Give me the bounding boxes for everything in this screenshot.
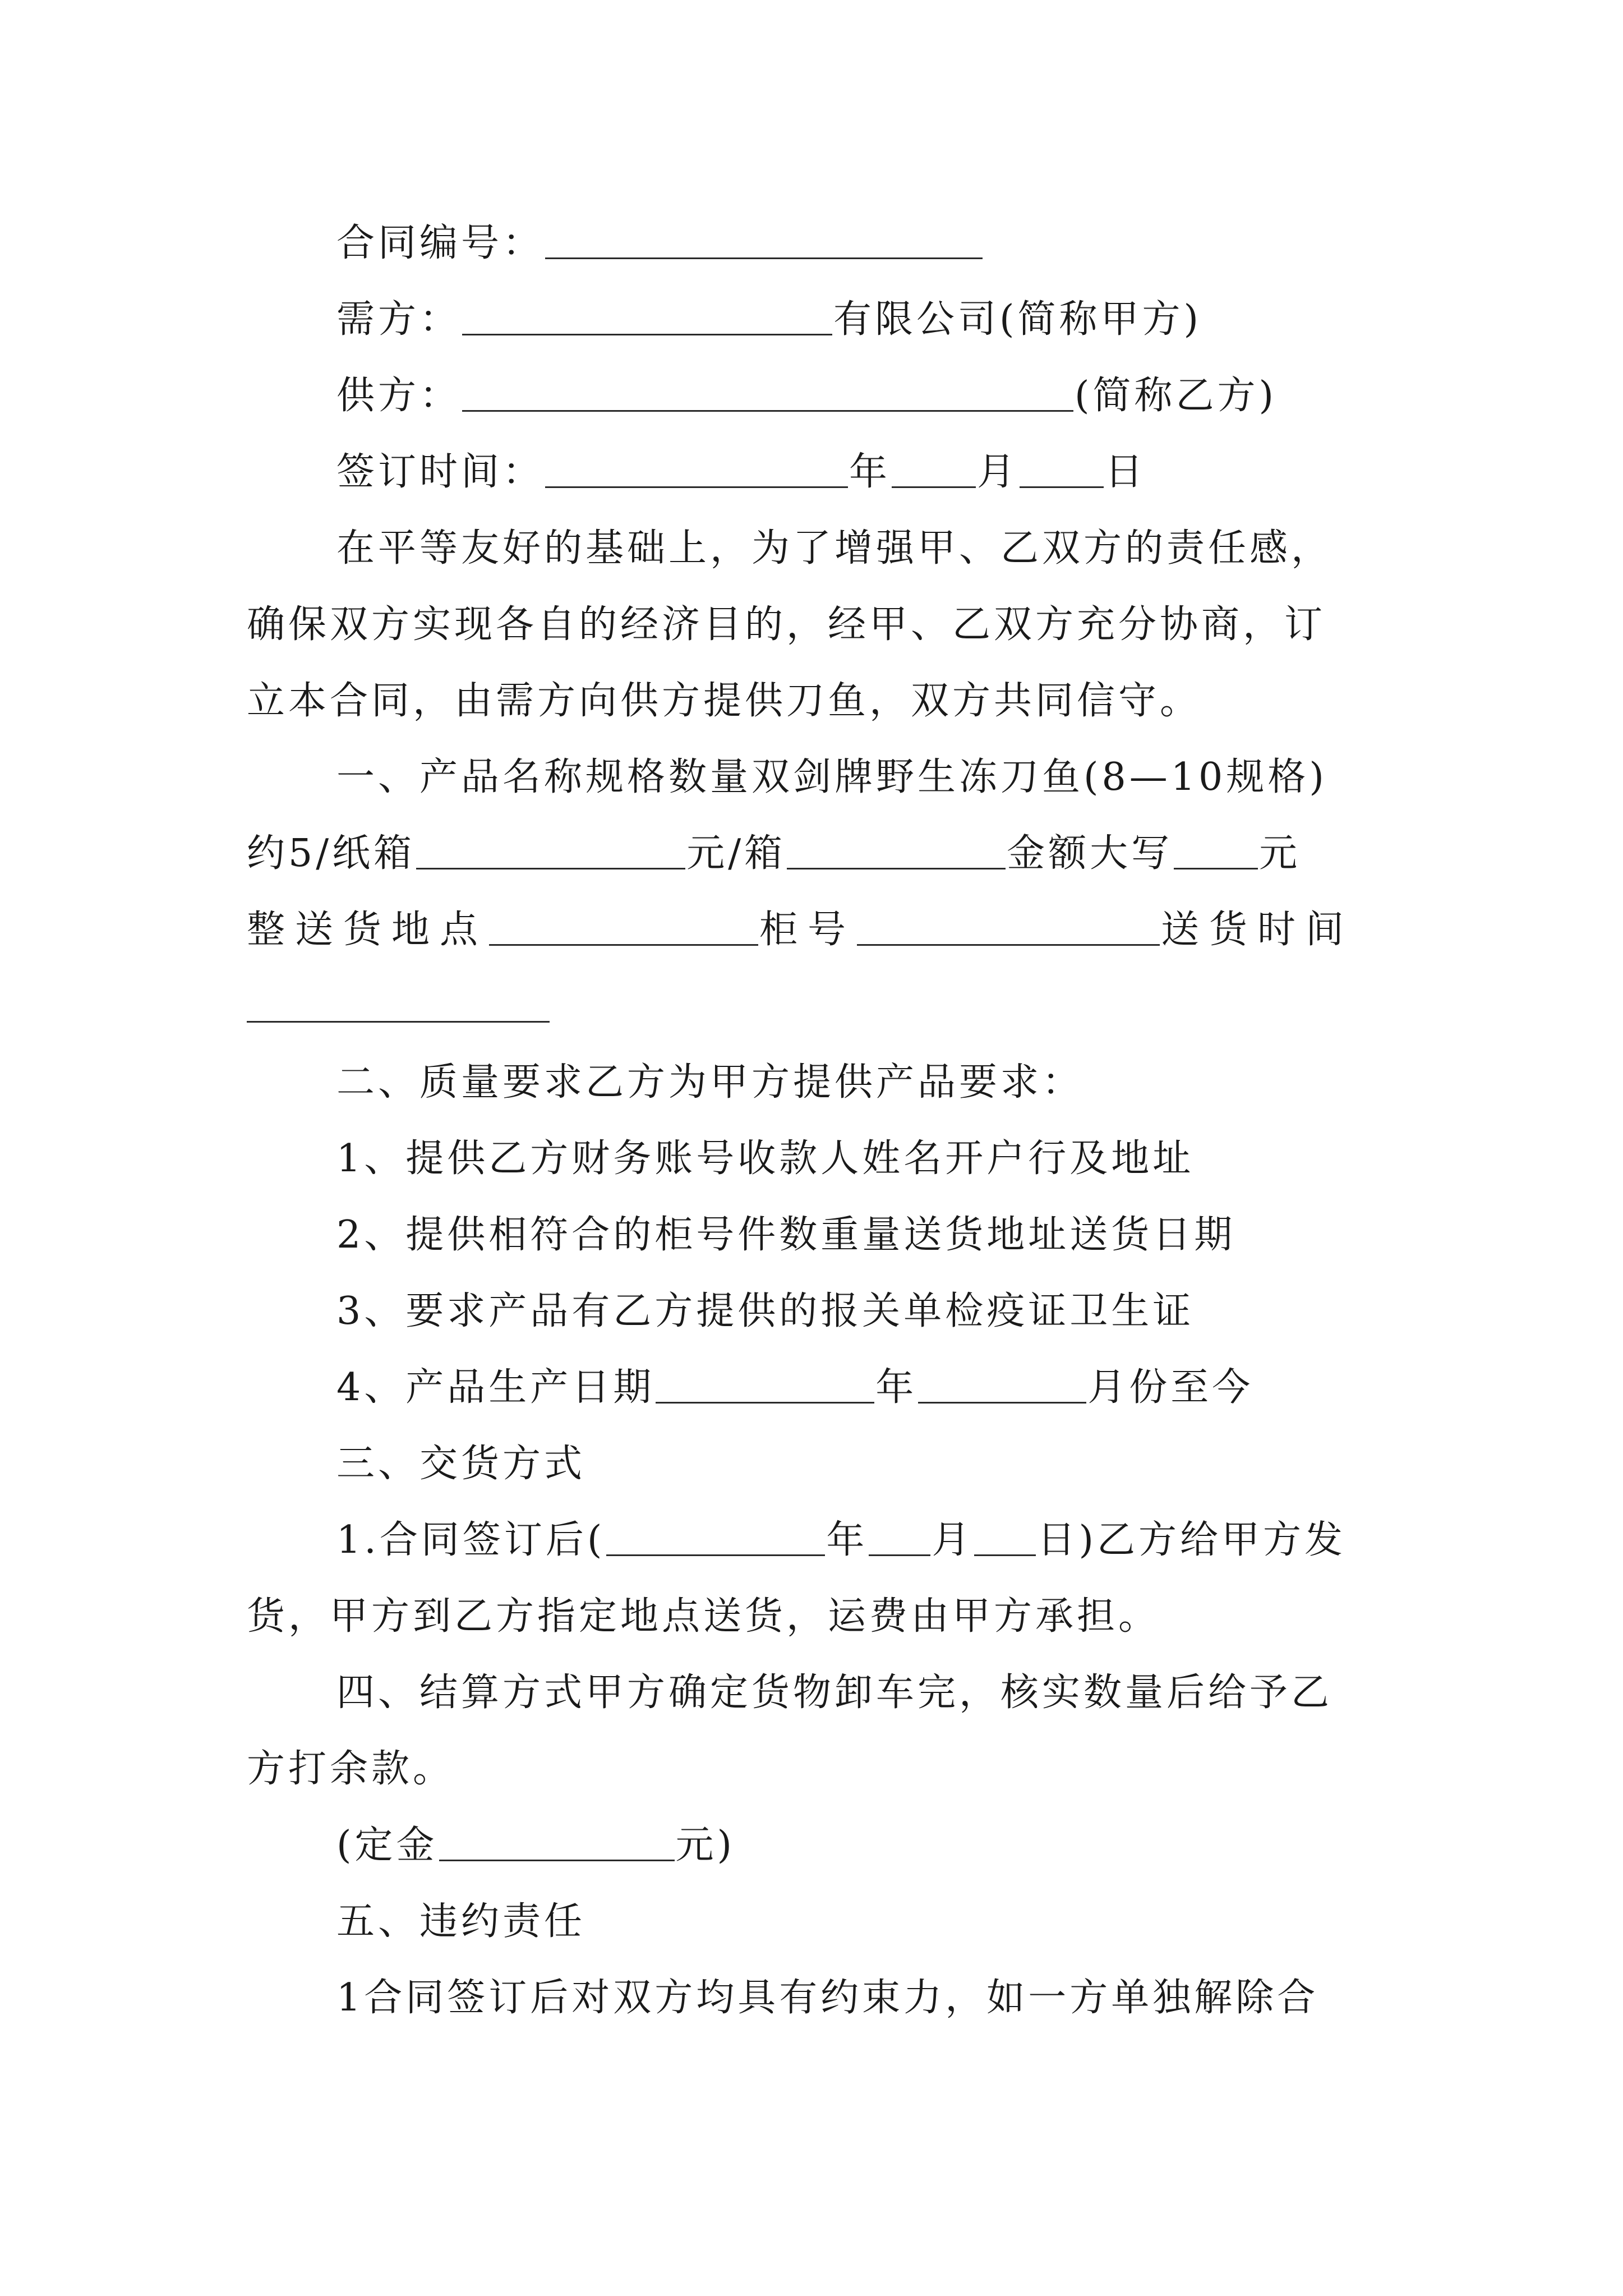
container-label: 柜号 <box>759 908 856 952</box>
section2-item4 <box>336 1361 1380 1415</box>
buyer-suffix: 有限公司(简称甲方) <box>833 297 1202 342</box>
box-spec: 约5/纸箱 <box>247 831 416 876</box>
delivery-day-suffix: 日)乙方给甲方发 <box>1037 1518 1346 1562</box>
sign-label: 签订时间： <box>336 450 545 494</box>
section3-item1 <box>336 1513 1380 1567</box>
seller-line <box>336 369 1380 423</box>
section2-item2: 2、提供相符合的柜号件数重量送货地址送货日期 <box>336 1213 1236 1257</box>
intro-line-3: 立本合同，由需方向供方提供刀鱼，双方共同信守。 <box>247 679 1202 723</box>
sign-year-blank <box>545 453 848 488</box>
section5-title: 五、违约责任 <box>336 1899 586 1944</box>
delivery-month: 月 <box>932 1518 974 1562</box>
sign-month: 月 <box>977 450 1019 494</box>
section2-item1: 1、提供乙方财务账号收款人姓名开户行及地址 <box>336 1137 1195 1181</box>
production-month-suffix: 月份至今 <box>1087 1365 1254 1410</box>
deposit-blank <box>439 1826 675 1861</box>
contract-number-line <box>336 217 1380 270</box>
contract-number-blank <box>545 224 983 259</box>
production-year: 年 <box>875 1365 917 1410</box>
price-blank <box>416 834 685 869</box>
delivery-month-blank <box>869 1521 930 1556</box>
production-date-label: 4、产品生产日期 <box>336 1365 655 1410</box>
delivery-after-signing: 1.合同签订后( <box>336 1518 606 1562</box>
deposit-label: (定金 <box>336 1823 438 1867</box>
sign-day: 日 <box>1105 450 1147 494</box>
delivery-place-label: 整送货地点 <box>247 908 488 952</box>
production-year-blank <box>656 1368 874 1404</box>
intro-line-2: 确保双方实现各自的经济目的，经甲、乙双方充分协商，订 <box>247 602 1326 647</box>
delivery-day-blank <box>974 1521 1036 1556</box>
section3-item1-cont: 货，甲方到乙方指定地点送货，运费由甲方承担。 <box>247 1594 1160 1639</box>
container-blank <box>857 910 1160 946</box>
buyer-blank <box>462 300 832 335</box>
delivery-time-label: 送货时间 <box>1161 908 1354 952</box>
section3-title: 三、交货方式 <box>336 1442 586 1486</box>
seller-blank <box>462 376 1073 412</box>
buyer-label: 需方： <box>336 297 462 342</box>
amount-label: 金额大写 <box>1007 831 1173 876</box>
contract-number-label: 合同编号： <box>336 221 545 265</box>
section5-item1: 1合同签订后对双方均具有约束力，如一方单独解除合 <box>336 1976 1319 2020</box>
sign-date-line <box>336 445 1380 499</box>
section4-line2: 方打余款。 <box>247 1747 455 1791</box>
section1-line3 <box>247 903 1380 957</box>
sign-month-blank <box>892 453 976 488</box>
delivery-time-blank <box>247 1019 550 1023</box>
section2-item3: 3、要求产品有乙方提供的报关单检疫证卫生证 <box>336 1289 1195 1333</box>
seller-suffix: (简称乙方) <box>1075 374 1278 418</box>
price-unit: 元/箱 <box>686 831 786 876</box>
buyer-line <box>336 293 1380 347</box>
delivery-place-blank <box>489 910 758 946</box>
section4-line1: 四、结算方式甲方确定货物卸车完，核实数量后给予乙 <box>336 1671 1333 1715</box>
production-month-blank <box>918 1368 1086 1404</box>
section1-line2 <box>247 827 1380 881</box>
seller-label: 供方： <box>336 374 462 418</box>
section2-title: 二、质量要求乙方为甲方提供产品要求： <box>336 1060 1084 1105</box>
amount-unit: 元 <box>1259 831 1301 876</box>
sign-year: 年 <box>849 450 891 494</box>
delivery-year: 年 <box>826 1518 868 1562</box>
delivery-year-blank <box>606 1521 825 1556</box>
deposit-line <box>336 1819 1380 1872</box>
amount-blank <box>1174 834 1258 869</box>
sign-day-blank <box>1020 453 1104 488</box>
section1-line1: 一、产品名称规格数量双剑牌野生冻刀鱼(8—10规格) <box>336 755 1327 799</box>
intro-line-1: 在平等友好的基础上，为了增强甲、乙双方的责任感， <box>336 526 1333 570</box>
deposit-unit: 元) <box>675 1823 736 1867</box>
quantity-blank <box>787 834 1006 869</box>
